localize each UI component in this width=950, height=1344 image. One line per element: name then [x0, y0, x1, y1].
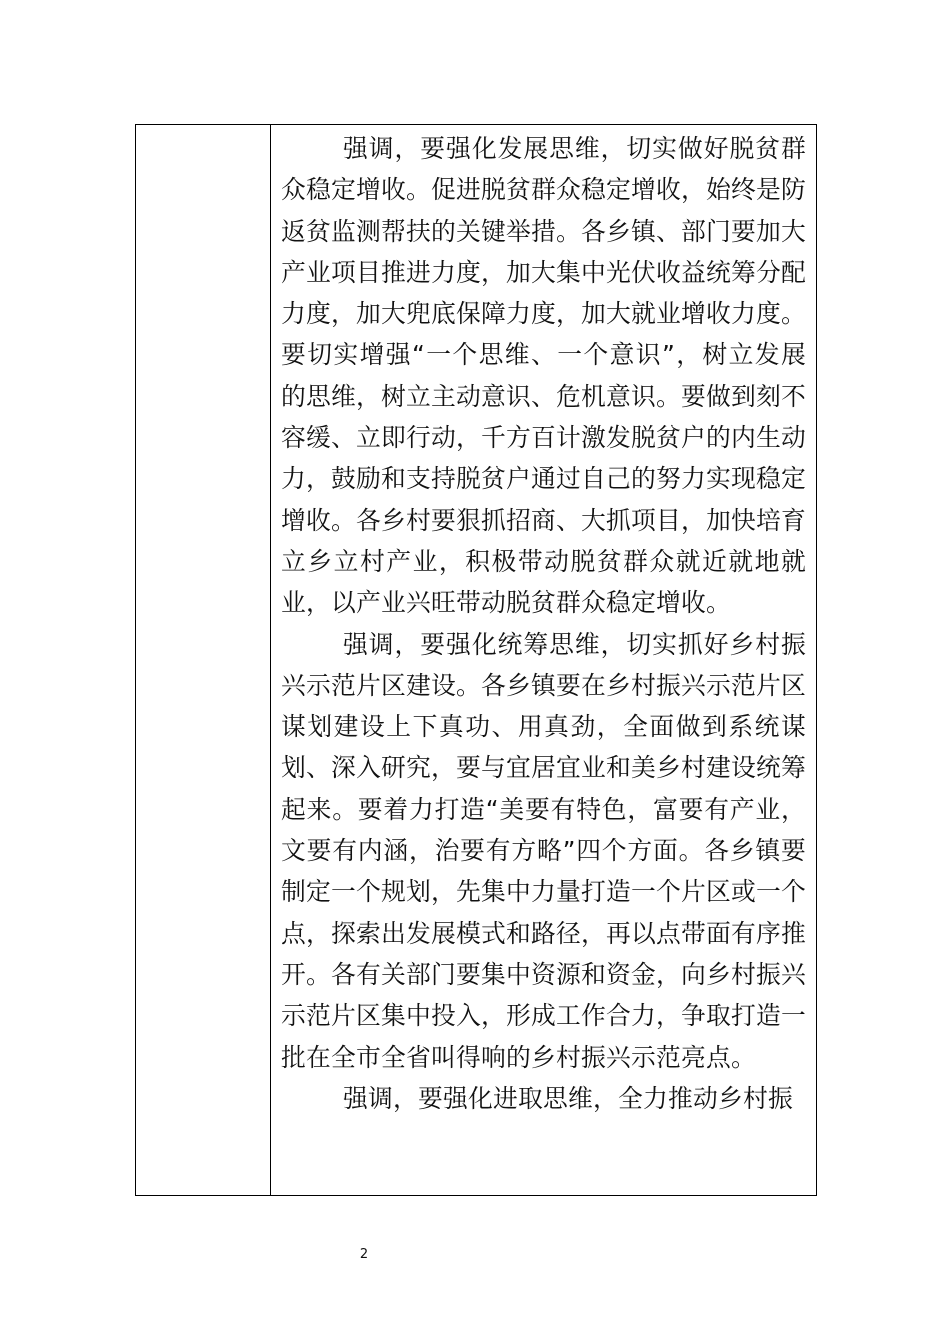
paragraph-enterprising-thinking: 强调，要强化进取思维，全力推动乡村振	[343, 1083, 793, 1113]
document-table	[135, 124, 817, 1196]
table-row	[136, 125, 817, 1196]
left-label-cell	[136, 125, 271, 1196]
paragraph-coordination-thinking: 强调，要强化统筹思维，切实抓好乡村振兴示范片区建设。各乡镇要在乡村振兴示范片区谋划建设上下真功、用真劲，全面做到系统谋划、深入研究，要与宜居宜业和美乡村建设统筹起来。要着力打造“美要有特色，富要有产业，文要有内涵，治要有方略”四个方面。各乡镇要制定一个规划，先集中力量打造一个片区或一个点，探索出发展模式和路径，再以点带面有序推开。各有关部门要集中资源和资金，向乡村振兴示范片区集中投入，形成工作合力，争取打造一批在全市全省叫得响的乡村振兴示范亮点。	[281, 629, 806, 1072]
content-cell	[271, 125, 817, 1196]
page-number: 2	[359, 1247, 369, 1262]
content-body	[271, 125, 816, 1195]
paragraph-development-thinking: 强调，要强化发展思维，切实做好脱贫群众稳定增收。促进脱贫群众稳定增收，始终是防返贫监测帮扶的关键举措。各乡镇、部门要加大产业项目推进力度，加大集中光伏收益统筹分配力度，加大兜底保障力度，加大就业增收力度。要切实增强“一个思维、一个意识”，树立发展的思维，树立主动意识、危机意识。要做到刻不容缓、立即行动，千方百计激发脱贫户的内生动力，鼓励和支持脱贫户通过自己的努力实现稳定增收。各乡村要狠抓招商、大抓项目，加快培育立乡立村产业，积极带动脱贫群众就近就地就业，以产业兴旺带动脱贫群众稳定增收。	[281, 134, 806, 618]
